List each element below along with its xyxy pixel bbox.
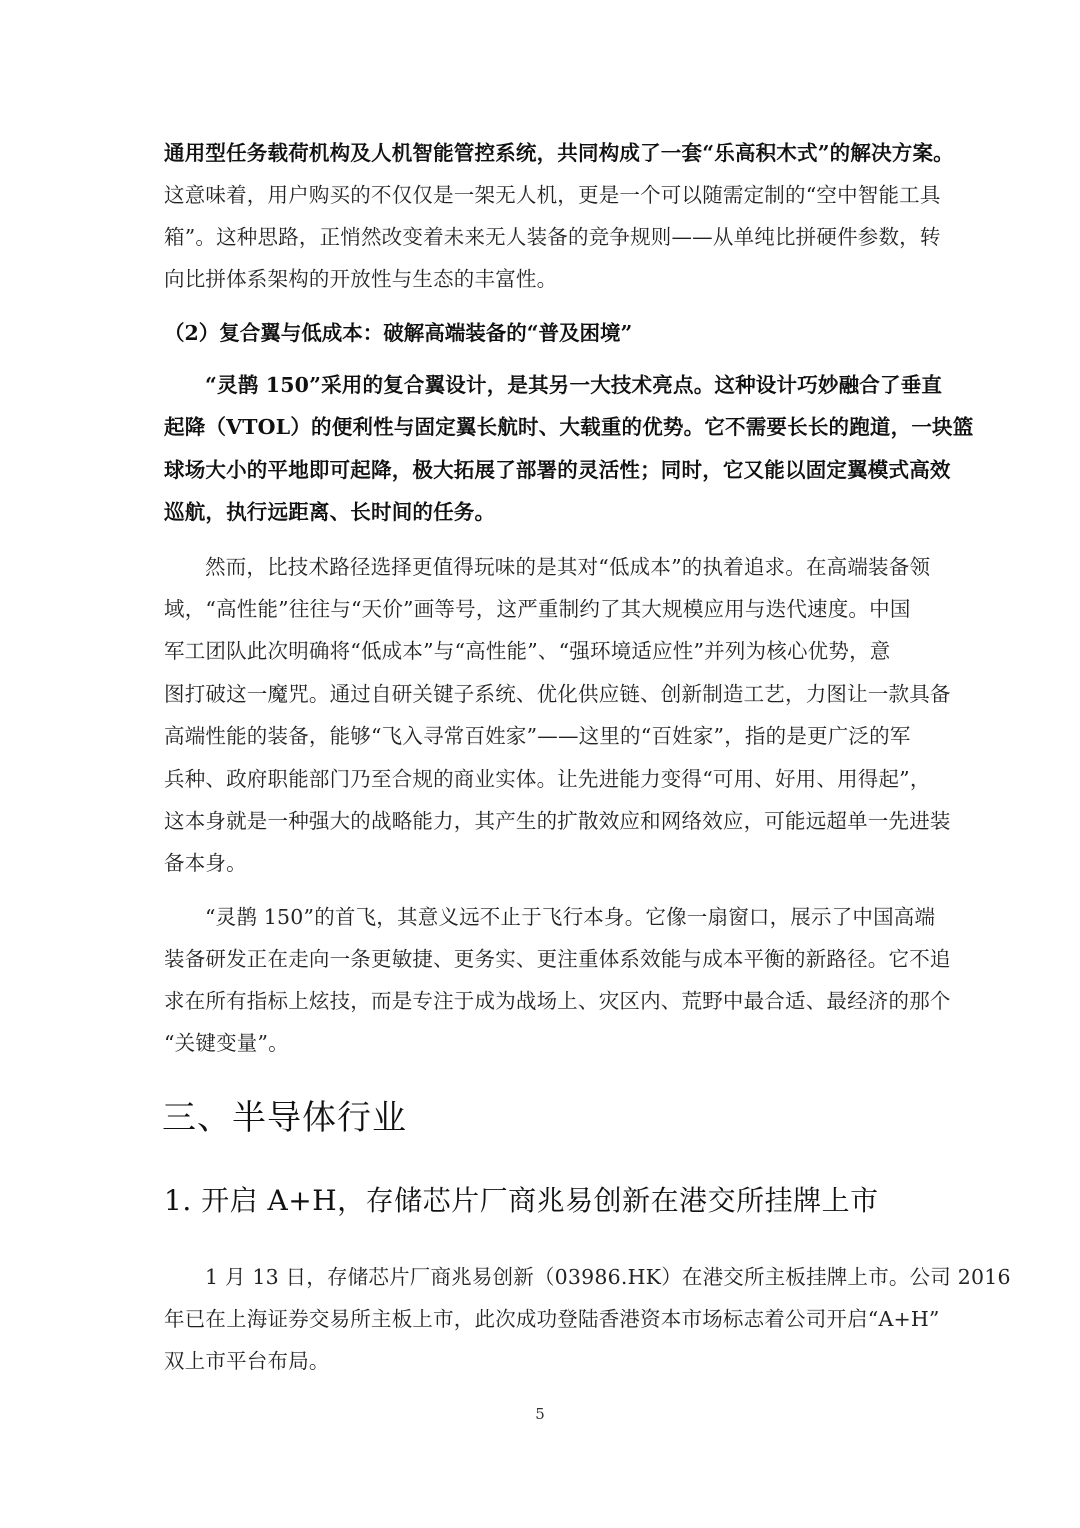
paragraph-3-line-3: 军工团队此次明确将“低成本”与“高性能”、“强环境适应性”并列为核心优势，意 <box>164 639 891 663</box>
paragraph-1-line-1: 通用型任务载荷机构及人机智能管控系统，共同构成了一套“乐高积木式”的解决方案。 <box>164 141 954 165</box>
paragraph-5-line-1: 1 月 13 日，存储芯片厂商兆易创新（03986.HK）在港交所主板挂牌上市。公司 2016 <box>205 1265 1011 1289</box>
paragraph-4-line-3: 求在所有指标上炫技，而是专注于成为战场上、灾区内、荒野中最合适、最经济的那个 <box>164 989 951 1013</box>
paragraph-1-line-3: 箱”。这种思路，正悄然改变着未来无人装备的竞争规则——从单纯比拼硬件参数，转 <box>164 225 941 249</box>
subsection-title: 1. 开启 A+H，存储芯片厂商兆易创新在港交所挂牌上市 <box>164 1184 879 1217</box>
paragraph-3-line-5: 高端性能的装备，能够“飞入寻常百姓家”——这里的“百姓家”，指的是更广泛的军 <box>164 724 911 748</box>
paragraph-3-line-7: 这本身就是一种强大的战略能力，其产生的扩散效应和网络效应，可能远超单一先进装 <box>164 809 951 833</box>
paragraph-4-line-4: “关键变量”。 <box>164 1031 289 1055</box>
paragraph-1-line-4: 向比拼体系架构的开放性与生态的丰富性。 <box>164 267 558 291</box>
paragraph-2-line-1: “灵鹊 150”采用的复合翼设计，是其另一大技术亮点。这种设计巧妙融合了垂直 <box>205 373 943 397</box>
paragraph-2-line-2: 起降（VTOL）的便利性与固定翼长航时、大载重的优势。它不需要长长的跑道，一块篮 <box>164 415 974 439</box>
heading-2: （2）复合翼与低成本：破解高端装备的“普及困境” <box>164 321 633 345</box>
paragraph-3-line-8: 备本身。 <box>164 851 247 875</box>
paragraph-3-line-1: 然而，比技术路径选择更值得玩味的是其对“低成本”的执着追求。在高端装备领 <box>205 555 931 579</box>
section-title: 三、半导体行业 <box>162 1098 407 1138</box>
paragraph-4-line-1: “灵鹊 150”的首飞，其意义远不止于飞行本身。它像一扇窗口，展示了中国高端 <box>205 905 936 929</box>
paragraph-2-line-4: 巡航，执行远距离、长时间的任务。 <box>164 500 496 524</box>
paragraph-3-line-2: 域，“高性能”往往与“天价”画等号，这严重制约了其大规模应用与迭代速度。中国 <box>164 597 911 621</box>
paragraph-5-line-3: 双上市平台布局。 <box>164 1349 330 1373</box>
paragraph-3-line-4: 图打破这一魔咒。通过自研关键子系统、优化供应链、创新制造工艺，力图让一款具备 <box>164 682 951 706</box>
page-number: 5 <box>535 1405 545 1423</box>
paragraph-1-line-2: 这意味着，用户购买的不仅仅是一架无人机，更是一个可以随需定制的“空中智能工具 <box>164 183 941 207</box>
paragraph-4-line-2: 装备研发正在走向一条更敏捷、更务实、更注重体系效能与成本平衡的新路径。它不追 <box>164 947 951 971</box>
paragraph-2-line-3: 球场大小的平地即可起降，极大拓展了部署的灵活性；同时，它又能以固定翼模式高效 <box>164 458 951 482</box>
paragraph-5-line-2: 年已在上海证券交易所主板上市，此次成功登陆香港资本市场标志着公司开启“A+H” <box>164 1307 940 1331</box>
paragraph-3-line-6: 兵种、政府职能部门乃至合规的商业实体。让先进能力变得“可用、好用、用得起”， <box>164 767 931 791</box>
